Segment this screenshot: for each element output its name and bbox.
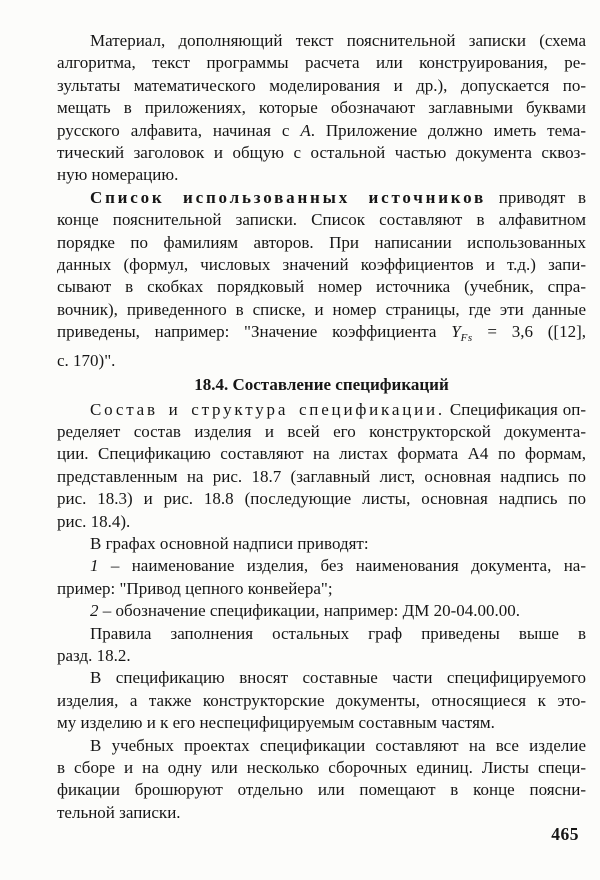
text-line xyxy=(57,276,586,298)
text-segment: порядке по фамилиям авторов. При написании использованных xyxy=(57,232,586,252)
paragraph xyxy=(57,600,586,622)
text-line xyxy=(57,667,586,689)
text-segment: ределяет состав изделия и всей его конструкторской документа- xyxy=(57,421,586,441)
text-segment: ную номерацию. xyxy=(57,165,179,185)
text-segment: рис. 18.3) и рис. 18.8 (последующие листы, основная надпись по xyxy=(57,489,586,509)
text-line xyxy=(57,600,586,622)
text-line xyxy=(57,52,586,74)
text-segment: Материал, дополняющий текст пояснительной записки (схема xyxy=(90,31,586,50)
text-line xyxy=(57,623,586,645)
text-line xyxy=(57,466,586,488)
text-segment: 2 xyxy=(90,601,99,621)
text-segment: сывают в скобках порядковый номер источника (учебник, спра- xyxy=(57,277,586,297)
text-segment: = 3,6 ([12], xyxy=(472,322,586,342)
text-line xyxy=(57,399,586,421)
text-line xyxy=(57,511,586,533)
text-segment: данных (формул, числовых значений коэффициентов и т.д.) запи- xyxy=(57,255,586,275)
text-segment: му изделию и к его неспецифицируемым составным частям. xyxy=(57,713,495,733)
page-number: 465 xyxy=(551,824,579,844)
text-segment: Состав и структура спецификации. xyxy=(90,399,445,419)
text-segment: В спецификацию вносят составные части специфицируемого xyxy=(90,668,586,688)
paragraph xyxy=(57,187,586,372)
text-segment: . Приложение должно иметь тема- xyxy=(310,120,586,140)
text-segment: представленным на рис. 18.7 (заглавный лист, основная надпись по xyxy=(57,466,586,486)
text-segment: фикации брошюруют отдельно или помещают в конце поясни- xyxy=(57,780,586,800)
text-segment: тельной записки. xyxy=(57,802,181,822)
text-segment: А xyxy=(300,120,311,140)
text-line xyxy=(57,321,586,349)
text-segment: вочник), приведенного в списке, и номер страницы, где эти данные xyxy=(57,299,586,319)
text-segment: алгоритма, текст программы расчета или конструирования, ре- xyxy=(57,53,586,73)
text-segment: Правила заполнения остальных граф приведены выше в xyxy=(90,623,586,643)
text-segment: Список использованных источников xyxy=(90,187,487,207)
text-line xyxy=(57,779,586,801)
text-line xyxy=(57,712,586,734)
text-line xyxy=(57,443,586,465)
text-segment: Спецификация оп- xyxy=(444,399,586,419)
text-line xyxy=(57,120,586,142)
text-segment: рис. 18.4). xyxy=(57,511,131,531)
text-line xyxy=(57,578,586,600)
text-line xyxy=(57,164,586,186)
text-line xyxy=(57,374,586,396)
text-line xyxy=(57,757,586,779)
text-segment: приводят в xyxy=(486,187,586,207)
text-segment: в сборе и на одну или несколько сборочных единиц. Листы специ- xyxy=(57,758,586,777)
text-line xyxy=(57,690,586,712)
text-segment: разд. 18.2. xyxy=(57,645,131,665)
text-line xyxy=(57,555,586,577)
paragraph xyxy=(57,667,586,734)
text-segment: изделия, а также конструкторские документы, относящиеся к это- xyxy=(57,690,586,710)
text-line xyxy=(57,254,586,276)
text-segment: 18.4. Составление спецификаций xyxy=(194,375,449,395)
text-segment: мещать в приложениях, которые обозначают заглавными буквами xyxy=(57,98,586,118)
section-heading xyxy=(57,374,586,396)
text-line xyxy=(57,802,586,824)
text-segment: 1 xyxy=(90,556,99,576)
text-line xyxy=(57,30,586,52)
paragraph xyxy=(57,533,586,555)
text-line xyxy=(57,735,586,757)
text-segment: зультаты математического моделирования и др.), допускается по- xyxy=(57,75,586,95)
paragraph xyxy=(57,399,586,533)
text-segment: – наименование изделия, без наименования документа, на- xyxy=(98,556,586,576)
text-line xyxy=(57,299,586,321)
text-line xyxy=(57,209,586,231)
text-line xyxy=(57,187,586,209)
text-line xyxy=(57,142,586,164)
text-segment: – обозначение спецификации, например: ДМ 20-04.00.00. xyxy=(98,601,521,621)
paragraph xyxy=(57,623,586,668)
text-segment: конце пояснительной записки. Список составляют в алфавитном xyxy=(57,210,586,230)
text-segment: пример: "Привод цепного конвейера"; xyxy=(57,578,333,598)
text-segment: приведены, например: "Значение коэффициента xyxy=(57,322,452,342)
text-line xyxy=(57,232,586,254)
text-line xyxy=(57,75,586,97)
text-segment: с. 170)". xyxy=(57,350,116,370)
text-line xyxy=(57,97,586,119)
text-segment: ции. Спецификацию составляют на листах формата А4 по формам, xyxy=(57,444,586,464)
text-line xyxy=(57,421,586,443)
text-segment: Fs xyxy=(460,332,473,345)
text-segment: В учебных проектах спецификации составляют на все изделие xyxy=(90,735,586,755)
text-segment: Y xyxy=(451,322,461,342)
paragraph xyxy=(57,555,586,600)
text-segment: В графах основной надписи приводят: xyxy=(90,533,369,553)
page-body xyxy=(57,30,586,824)
text-line xyxy=(57,488,586,510)
text-segment: русского алфавита, начиная с xyxy=(57,120,301,140)
text-line xyxy=(57,645,586,667)
text-line xyxy=(57,350,586,372)
text-segment: тический заголовок и общую с остальной частью документа сквоз- xyxy=(57,143,586,163)
paragraph xyxy=(57,735,586,825)
paragraph xyxy=(57,30,586,187)
text-line xyxy=(57,533,586,555)
